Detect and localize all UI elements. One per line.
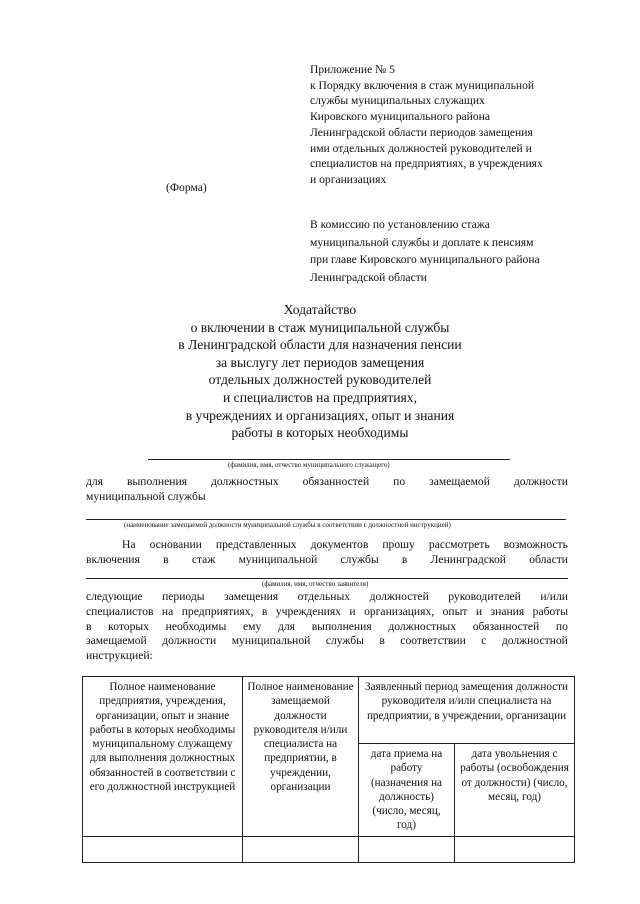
word: следующие: [86, 590, 143, 603]
paragraph-periods: [86, 590, 568, 664]
word: специалистов: [86, 604, 154, 618]
table-cell-end-date[interactable]: [455, 836, 575, 862]
word: возможность: [503, 538, 568, 551]
word: замещения: [224, 590, 279, 603]
appendix-line: к Порядку включения в стаж муниципальной: [310, 78, 535, 92]
paragraph-line: [86, 475, 568, 490]
word: знания: [490, 604, 525, 618]
word: по: [393, 475, 406, 488]
word: основании: [149, 538, 202, 551]
paragraph-line: муниципальной службы: [86, 489, 206, 503]
title-line: за выслугу лет периодов замещения: [215, 354, 425, 370]
header-end-date: дата увольнения с работы (освобождения от должности) (число, месяц, год): [455, 744, 575, 837]
word: работы: [532, 604, 568, 618]
word: представленных: [215, 538, 297, 551]
appendix-line: и организациях: [310, 172, 387, 186]
word: которых: [108, 619, 149, 633]
title-line: в Ленинградской области для назначения пенсии: [178, 337, 462, 353]
word: в: [261, 604, 268, 618]
word: для: [86, 475, 104, 488]
paragraph-line: [86, 553, 568, 568]
word: в: [379, 634, 385, 648]
applicant-name-field-line[interactable]: [86, 578, 568, 579]
word: выполнения: [311, 619, 372, 633]
appendix-line: ими отдельных должностей руководителей и: [310, 141, 532, 155]
paragraph-request: [86, 538, 568, 568]
header-position: Полное наименование замещаемой должности руководителя и/или специалиста на предприятии, в учреждении, организации: [243, 677, 359, 837]
word: опыт: [442, 604, 468, 618]
word: включения: [86, 552, 140, 566]
word: ему: [243, 619, 262, 633]
document-title: [120, 301, 520, 442]
title-line: и специалистов на предприятиях,: [223, 389, 417, 405]
word: службы: [325, 634, 364, 648]
word: выполнения: [127, 475, 188, 488]
word: стаж: [191, 552, 216, 566]
position-caption: (наименование замещаемой должности муниципальной службы в соответствии с должностной инструкцией): [124, 521, 451, 529]
table-cell-start-date[interactable]: [359, 836, 455, 862]
applicant-name-caption: (фамилия, имя, отчество заявителя): [262, 580, 369, 588]
appendix-line: службы муниципальных служащих: [310, 94, 485, 108]
addressee-line: муниципальной службы и доплате к пенсиям: [310, 235, 534, 249]
word: организациях,: [364, 604, 435, 618]
word: на: [161, 604, 174, 618]
title-line: отдельных должностей руководителей: [208, 372, 432, 388]
word: рассмотреть: [428, 538, 490, 551]
word: должности: [162, 634, 217, 648]
word: службы: [340, 552, 379, 566]
employee-name-caption: (фамилия, имя, отчество муниципального служащего): [228, 461, 390, 469]
appendix-line: специалистов на предприятиях, в учреждениях: [310, 157, 543, 171]
word: муниципальной: [238, 552, 318, 566]
word: замещаемой: [86, 634, 147, 648]
word: периоды: [162, 590, 205, 603]
word: руководителей: [448, 590, 521, 603]
word: должностных: [211, 475, 279, 488]
word: необходимы: [165, 619, 227, 633]
paragraph-line: [86, 605, 568, 620]
word: и: [475, 604, 483, 618]
word: отдельных: [297, 590, 351, 603]
appendix-header: [310, 62, 580, 188]
addressee-line: В комиссию по установлению стажа: [310, 218, 490, 231]
word: в: [86, 619, 92, 633]
addressee-line: Ленинградской области: [310, 270, 427, 284]
title-line: Ходатайство: [283, 302, 357, 317]
addressee-line: при главе Кировского муниципального района: [310, 253, 540, 266]
appendix-line: Кировского муниципального района: [310, 110, 491, 124]
position-field-line[interactable]: [86, 519, 566, 520]
title-line: работы в которых необходимы: [231, 425, 409, 441]
word: по: [555, 619, 568, 633]
employee-name-field-line[interactable]: [148, 459, 510, 460]
word: учреждениях: [275, 604, 341, 618]
table-cell-position[interactable]: [243, 836, 359, 862]
word: области: [529, 552, 568, 566]
title-line: в учреждениях и организациях, опыт и знания: [185, 407, 455, 423]
word: должностных: [388, 619, 457, 633]
appendix-line: Приложение № 5: [310, 63, 395, 76]
word: и/или: [540, 590, 568, 603]
word: для: [277, 619, 295, 633]
paragraph-line: [86, 538, 568, 553]
word: с: [481, 634, 487, 648]
word: и: [349, 604, 356, 618]
word: в: [401, 552, 408, 566]
title-line: о включении в стаж муниципальной службы: [190, 319, 450, 335]
word: обязанностей: [472, 619, 540, 633]
word: замещаемой: [429, 475, 490, 488]
addressee-block: [310, 216, 590, 286]
table-cell-organization[interactable]: [83, 836, 243, 862]
word: в: [163, 552, 169, 566]
form-label: (Форма): [166, 181, 207, 194]
word: На: [122, 538, 136, 551]
paragraph-line: [86, 634, 568, 649]
word: предприятиях,: [181, 604, 254, 618]
header-start-date: дата приема на работу (назначения на должность) (число, месяц, год): [359, 744, 455, 837]
word: соответствии: [400, 634, 466, 648]
periods-table: [82, 676, 575, 863]
table-header-row: [83, 677, 575, 744]
word: Ленинградской: [430, 552, 506, 566]
header-organization: Полное наименование предприятия, учреждения, организации, опыт и знание работы в которых необходимы муниципальному служащему для выполнения должностных обязанностей в соответствии с его должностной инструкцией: [83, 677, 243, 837]
word: должности: [513, 475, 568, 488]
header-period: Заявленный период замещения должности руководителя и/или специалиста на предприятии, в учреждении, организации: [359, 677, 575, 744]
word: прошу: [382, 538, 415, 551]
paragraph-line: инструкцией:: [86, 649, 153, 663]
paragraph-duties: [86, 475, 568, 505]
word: должностей: [369, 590, 429, 603]
word: муниципальной: [231, 634, 311, 648]
paragraph-line: [86, 620, 568, 635]
word: должностной: [501, 634, 568, 648]
word: документов: [310, 538, 369, 551]
paragraph-line: [86, 590, 568, 605]
table-row: [83, 836, 575, 862]
word: обязанностей: [302, 475, 370, 488]
appendix-line: Ленинградской области периодов замещения: [310, 125, 533, 139]
